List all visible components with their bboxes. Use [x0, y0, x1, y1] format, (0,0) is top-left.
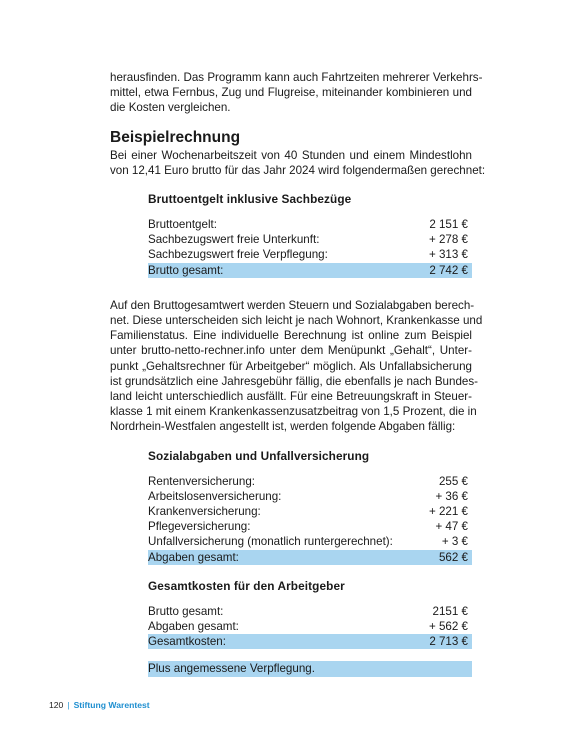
row-label: Sachbezugswert freie Unterkunft: — [148, 233, 320, 247]
meals-note: Plus angemessene Verpflegung. — [148, 661, 472, 676]
text-line: punkt „Gehaltsrechner für Arbeitgeber“ möglich. Als Unfallabsicherung — [110, 359, 472, 373]
row-label: Arbeitslosenversicherung: — [148, 489, 282, 503]
row-label: Rentenversicherung: — [148, 474, 255, 488]
body-paragraph — [110, 298, 483, 435]
intro-paragraph — [110, 70, 483, 116]
total-label: Gesamtkosten: — [148, 635, 226, 649]
text-line: land leicht unterschiedlich ausfällt. Für eine Betreuungskraft in Steuer- — [110, 390, 472, 404]
box-title: Gesamtkosten für den Arbeitgeber — [148, 578, 345, 593]
row-value: 255 € — [438, 474, 468, 488]
calc-row — [148, 232, 472, 247]
total-row — [148, 634, 472, 649]
text-line: Familienstatus. Eine individuelle Berechnung ist online zum Beispiel — [110, 329, 472, 343]
calc-row — [148, 534, 472, 549]
calc-row — [148, 489, 472, 504]
calc-row — [148, 519, 472, 534]
section-title: Beispielrechnung — [110, 128, 241, 146]
row-value: + 47 € — [435, 520, 468, 534]
page-content — [110, 70, 486, 677]
row-value: + 36 € — [435, 489, 468, 503]
row-value: + 313 € — [428, 248, 468, 262]
text-line: klasse 1 mit einem Krankenkassenzusatzbeitrag von 1,5 Prozent, die in — [110, 405, 477, 419]
calc-row — [148, 217, 472, 232]
box-title: Bruttoentgelt inklusive Sachbezüge — [148, 192, 352, 207]
row-label: Sachbezugswert freie Verpflegung: — [148, 248, 328, 262]
row-label: Krankenversicherung: — [148, 505, 261, 519]
page-footer — [49, 700, 150, 710]
gross-pay-box — [148, 192, 472, 278]
brand-name: Stiftung Warentest — [73, 700, 150, 710]
calc-row — [148, 247, 472, 262]
text-line: mittel, etwa Fernbus, Zug und Flugreise, miteinander kombinieren und — [110, 86, 472, 100]
calc-row — [148, 504, 472, 519]
text-line: herausfinden. Das Programm kann auch Fahrtzeiten mehrerer Verkehrs- — [110, 71, 483, 84]
total-value: 2 713 € — [429, 635, 468, 649]
footer-separator: | — [67, 700, 70, 710]
calc-row — [148, 474, 472, 489]
row-value: + 3 € — [441, 535, 468, 549]
row-label: Pflegeversicherung: — [148, 520, 251, 534]
calc-row — [148, 604, 472, 619]
text-line: Nordrhein-Westfalen angestellt ist, werden folgende Abgaben fällig: — [110, 420, 456, 434]
total-value: 562 € — [438, 550, 468, 564]
row-label: Unfallversicherung (monatlich runtergerechnet): — [148, 535, 393, 549]
text-line: von 12,41 Euro brutto für das Jahr 2024 wird folgendermaßen gerechnet: — [110, 163, 486, 177]
total-row — [148, 550, 472, 565]
row-value: 2151 € — [432, 604, 468, 618]
text-line: die Kosten vergleichen. — [110, 101, 231, 115]
text-line: ist grundsätzlich eine Jahresgebühr fällig, die ebenfalls je nach Bundes- — [110, 374, 479, 388]
employer-total-box — [148, 579, 472, 677]
page-number: 120 — [49, 700, 64, 710]
row-value: + 278 € — [428, 233, 468, 247]
text-line: unter brutto-netto-rechner.info unter dem Menüpunkt „Gehalt“, Unter- — [110, 344, 472, 358]
row-label: Brutto gesamt: — [148, 604, 224, 618]
text-line: Bei einer Wochenarbeitszeit von 40 Stunden und einem Mindestlohn — [110, 148, 472, 162]
row-value: + 221 € — [428, 505, 468, 519]
total-label: Abgaben gesamt: — [148, 550, 239, 564]
row-value: 2 151 € — [429, 218, 468, 232]
box-title: Sozialabgaben und Unfallversicherung — [148, 448, 370, 463]
row-value: + 562 € — [428, 620, 468, 634]
total-value: 2 742 € — [429, 263, 468, 277]
social-contributions-box — [148, 449, 472, 565]
calc-row — [148, 619, 472, 634]
row-label: Abgaben gesamt: — [148, 620, 239, 634]
text-line: Auf den Bruttogesamtwert werden Steuern und Sozialabgaben berech- — [110, 298, 475, 312]
text-line: net. Diese unterscheiden sich leicht je nach Wohnort, Krankenkasse und — [110, 314, 483, 328]
row-label: Bruttoentgelt: — [148, 218, 217, 232]
total-row — [148, 263, 472, 278]
section-intro-paragraph — [110, 148, 486, 178]
total-label: Brutto gesamt: — [148, 263, 224, 277]
